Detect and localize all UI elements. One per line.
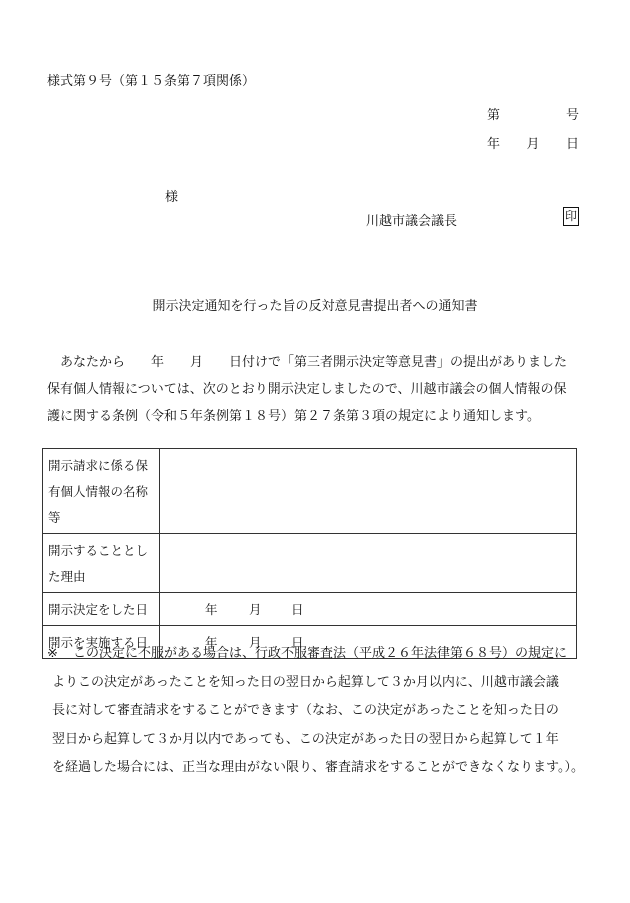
info-table [42,448,577,659]
document-number-prefix: 第 [487,108,501,123]
form-label: 様式第９号（第１５条第７項関係） [47,74,256,89]
note-line: 翌日から起算して３か月以内であっても、この決定があった日の翌日から起算して１年 [52,731,559,747]
date-year: 年 [205,602,218,617]
addressee: 様 [165,190,179,205]
note-section [47,640,607,783]
body-line: 保有個人情報については、次のとおり開示決定しましたので、川越市議会の個人情報の保 [47,382,567,397]
document-date [487,133,579,152]
note-line: よりこの決定があったことを知った日の翌日から起算して３か月以内に、川越市議会議 [52,674,559,690]
document-date-year: 年 [487,137,501,152]
date-month: 月 [249,602,262,617]
table-row [43,534,577,593]
document-title: 開示決定通知を行った旨の反対意見書提出者への通知書 [152,299,478,314]
note-line: を経過した場合には、正当な理由がない限り、審査請求をすることができなくなります。）。 [52,760,584,775]
document-date-day: 日 [565,137,579,152]
table-row [43,593,577,626]
row-label: 開示を実施する日 [43,626,160,659]
row-label: 開示することとし た理由 [43,534,160,593]
row-date [160,593,577,626]
row-value [160,449,577,534]
table-row [43,449,577,534]
body-text [47,349,592,430]
document-number [487,104,579,123]
date-year: 年 [205,635,218,650]
sender-name: 川越市議会議長 [366,214,458,229]
row-value [160,534,577,593]
date-month: 月 [249,635,262,650]
date-day: 日 [291,635,304,650]
document-date-month: 月 [526,137,540,152]
note-line: 長に対して審査請求をすることができます（なお、この決定があったことを知った日の [52,703,559,718]
body-line: 護に関する条例（令和５年条例第１８号）第２７条第３項の規定により通知します。 [47,409,540,424]
document-number-suffix: 号 [565,108,579,123]
note-mark: ※ [47,646,58,661]
row-label: 開示決定をした日 [43,593,160,626]
date-day: 日 [291,602,304,617]
row-label: 開示請求に係る保 有個人情報の名称 等 [43,449,160,534]
note-line: ※ この決定に不服がある場合は、行政不服審査法（平成２６年法律第６８号）の規定に [47,640,607,669]
body-line: あなたから 年 月 日付けで「第三者開示決定等意見書」の提出がありました [60,355,568,370]
seal-stamp: 印 [563,207,579,226]
